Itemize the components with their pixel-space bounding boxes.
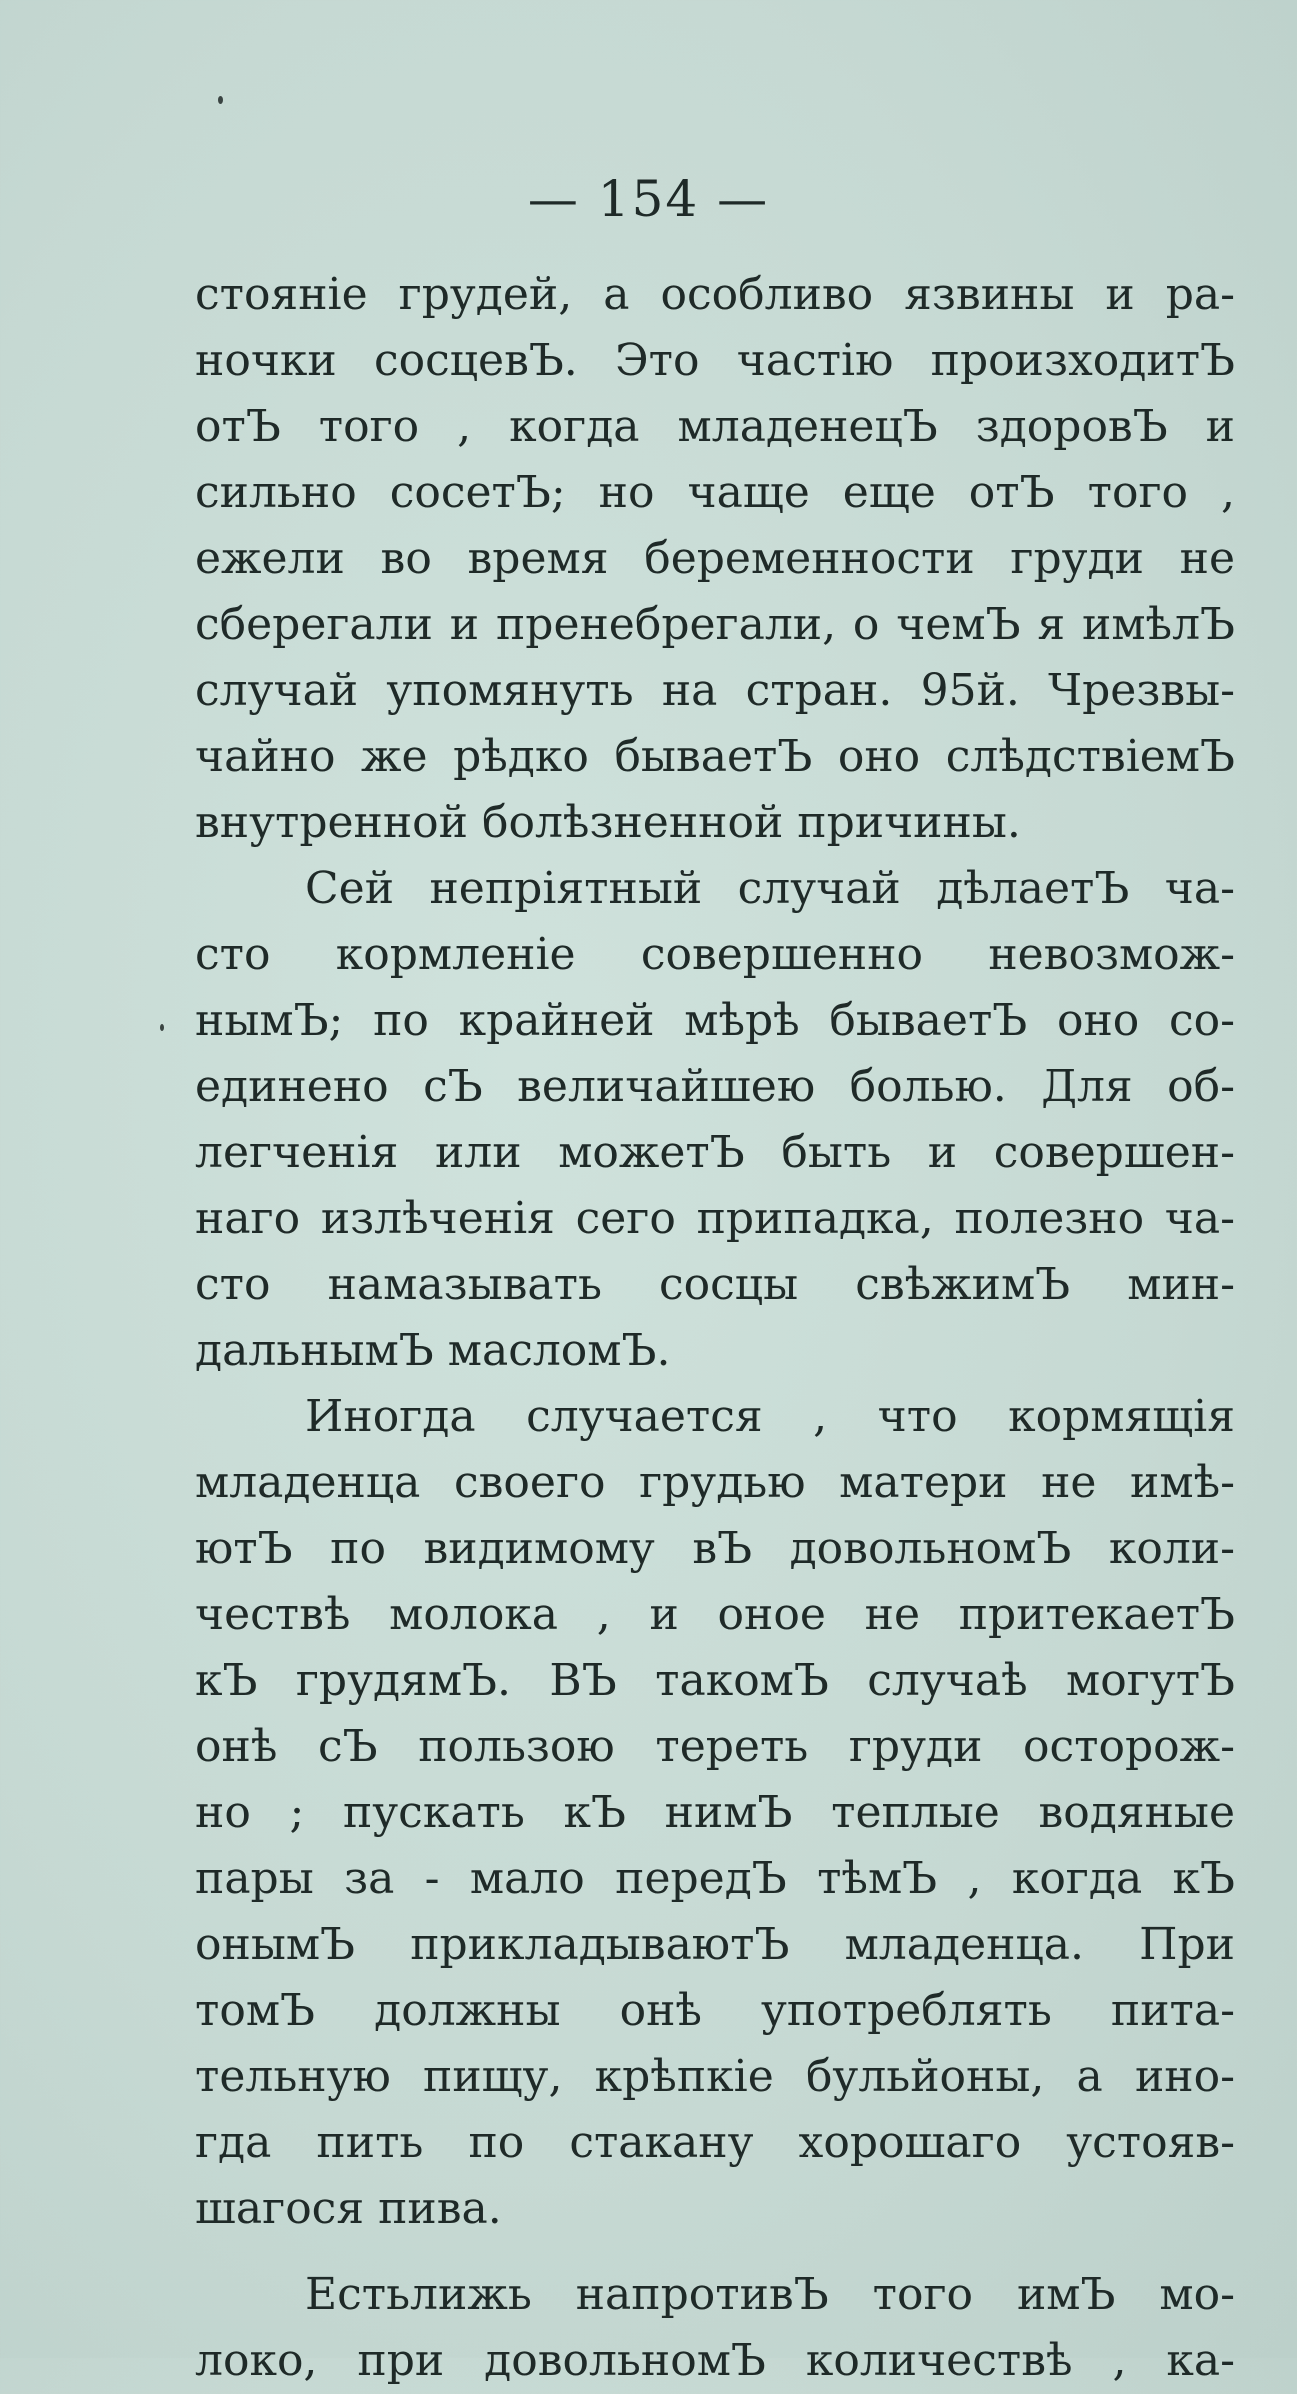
text-line: младенца своего грудью матери не имѣ- (195, 1457, 1235, 1508)
text-line: Сей непріятный случай дѣлаетЪ ча- (305, 863, 1235, 914)
body-text (195, 262, 1235, 2394)
text-line: случай упомянуть на стран. 95й. Чрезвы- (195, 665, 1235, 716)
text-line: чайно же рѣдко бываетЪ оно слѣдствіемЪ (195, 731, 1235, 782)
text-line: шагося пива. (195, 2183, 502, 2234)
text-line: отЪ того , когда младенецЪ здоровЪ и (195, 401, 1235, 452)
text-line: легченія или можетЪ быть и совершен- (195, 1127, 1235, 1178)
ink-speck (218, 96, 223, 104)
text-line: ежели во время беременности груди не (195, 533, 1235, 584)
text-line: сто намазывать сосцы свѣжимЪ мин- (195, 1259, 1235, 1310)
text-line: единено сЪ величайшею болью. Для об- (195, 1061, 1235, 1112)
text-line: ночки сосцевЪ. Это частію произходитЪ (195, 335, 1235, 386)
text-line: ютЪ по видимому вЪ довольномЪ коли- (195, 1523, 1235, 1574)
text-line: дальнымЪ масломЪ. (195, 1325, 671, 1376)
paragraph-spacing (195, 2242, 1235, 2262)
page-number-header: — 154 — (527, 170, 770, 228)
text-line: томЪ должны онѣ употреблять пита- (195, 1985, 1235, 2036)
text-line: онымЪ прикладываютЪ младенца. При (195, 1919, 1235, 1970)
text-line: локо, при довольномЪ количествѣ , ка- (195, 2335, 1235, 2386)
text-line: нымЪ; по крайней мѣрѣ бываетЪ оно со- (195, 995, 1235, 1046)
text-line: тельную пищу, крѣпкіе бульйоны, а ино- (195, 2051, 1235, 2102)
text-line: чествѣ молока , и оное не притекаетЪ (195, 1589, 1235, 1640)
text-line: Естьлижь напротивЪ того имЪ мо- (305, 2269, 1235, 2320)
ink-speck (160, 1024, 164, 1031)
text-line: но ; пускать кЪ нимЪ теплые водяные (195, 1787, 1235, 1838)
text-line: сто кормленіе совершенно невозмож- (195, 929, 1235, 980)
text-line: сильно сосетЪ; но чаще еще отЪ того , (195, 467, 1235, 518)
paragraph (195, 856, 1235, 1384)
text-line: онѣ сЪ пользою тереть груди осторож- (195, 1721, 1235, 1772)
text-line: кЪ грудямЪ. ВЪ такомЪ случаѣ могутЪ (195, 1655, 1235, 1706)
text-line: пары за - мало передЪ тѣмЪ , когда кЪ (195, 1853, 1235, 1904)
paragraph (195, 2262, 1235, 2394)
text-line: Иногда случается , что кормящія (305, 1391, 1235, 1442)
paragraph (195, 1384, 1235, 2242)
text-line: наго излѣченія сего припадка, полезно ча- (195, 1193, 1235, 1244)
text-line: стояніе грудей, а особливо язвины и ра- (195, 269, 1235, 320)
paragraph (195, 262, 1235, 856)
text-line: внутренной болѣзненной причины. (195, 797, 1021, 848)
text-line: гда пить по стакану хорошаго устояв- (195, 2117, 1235, 2168)
text-line: сберегали и пренебрегали, о чемЪ я имѣлЪ (195, 599, 1235, 650)
